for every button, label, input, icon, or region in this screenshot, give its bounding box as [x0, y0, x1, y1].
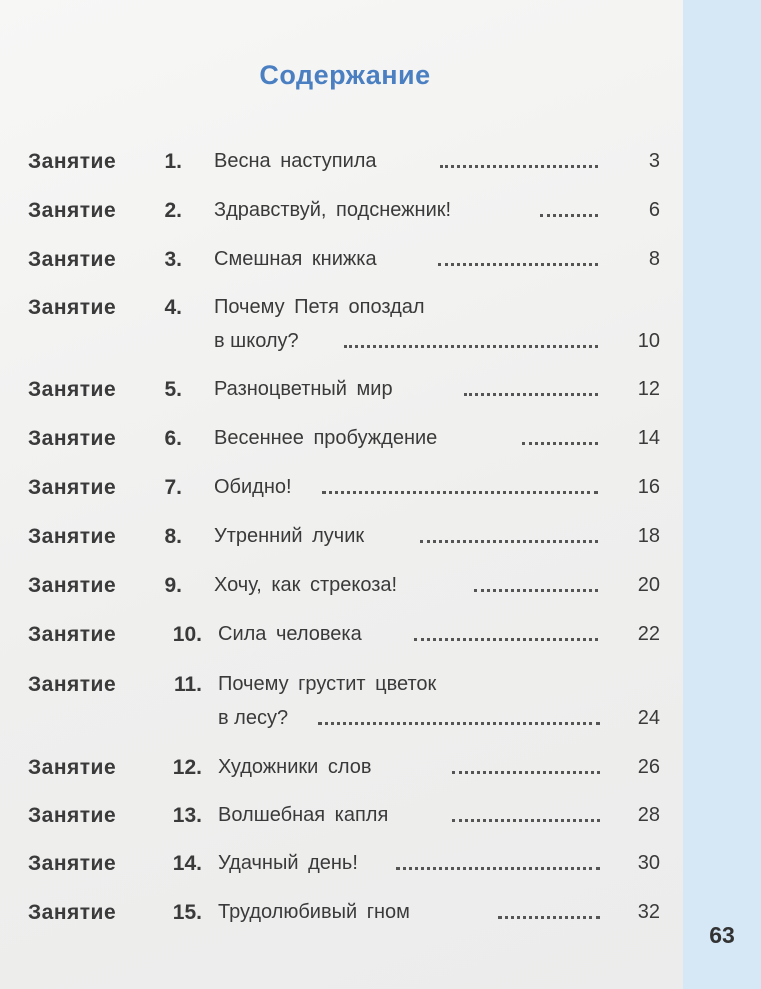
lesson-number: 3.: [164, 248, 182, 271]
lesson-title: Сила человека: [218, 623, 362, 645]
lesson-number: 6.: [164, 427, 182, 450]
lesson-title: Удачный день!: [218, 852, 358, 874]
lesson-label: Занятие: [28, 248, 117, 271]
page-reference: 28: [637, 804, 660, 826]
toc-entry-11[interactable]: [0, 673, 683, 729]
lesson-number: 14.: [172, 852, 202, 875]
lesson-number: 13.: [172, 804, 202, 827]
lesson-title: Утренний лучик: [214, 525, 365, 547]
lesson-label: Занятие: [28, 296, 117, 319]
page-number: 63: [709, 922, 735, 948]
dot-leader: [414, 637, 598, 641]
lesson-title-continued: в лесу?: [218, 707, 289, 729]
page-reference: 3: [648, 150, 660, 172]
page-reference: 22: [637, 623, 660, 645]
page-reference: 18: [637, 525, 660, 547]
page-reference: 6: [648, 199, 660, 221]
lesson-title: Почему Петя опоздал: [214, 296, 425, 318]
toc-title: Содержание: [259, 60, 431, 90]
lesson-number: 5.: [164, 378, 182, 401]
lesson-number: 1.: [164, 150, 182, 173]
lesson-title: Весна наступила: [214, 150, 377, 172]
toc-entry-12[interactable]: [0, 756, 683, 788]
lesson-title: Весеннее пробуждение: [214, 427, 438, 449]
page-reference: 8: [648, 248, 660, 270]
lesson-label: Занятие: [28, 378, 117, 401]
toc-entry-4[interactable]: [0, 296, 683, 352]
dot-leader: [540, 213, 598, 217]
lesson-number: 11.: [173, 673, 202, 696]
lesson-title: Хочу, как стрекоза!: [214, 574, 398, 596]
page-reference: 32: [637, 901, 660, 923]
page-reference: 16: [637, 476, 660, 498]
page-reference: 24: [637, 707, 660, 729]
dot-leader: [438, 262, 598, 266]
dot-leader: [474, 588, 598, 592]
lesson-label: Занятие: [28, 673, 117, 696]
lesson-label: Занятие: [28, 756, 117, 779]
dot-leader: [396, 866, 600, 870]
dot-leader: [452, 818, 600, 822]
page-reference: 30: [637, 852, 660, 874]
dot-leader: [452, 770, 600, 774]
toc-entry-5[interactable]: [0, 378, 683, 410]
toc-entry-8[interactable]: [0, 525, 683, 557]
lesson-number: 4.: [164, 296, 182, 319]
page-reference: 26: [637, 756, 660, 778]
lesson-label: Занятие: [28, 623, 117, 646]
lesson-label: Занятие: [28, 525, 117, 548]
lesson-number: 8.: [164, 525, 182, 548]
lesson-number: 10.: [172, 623, 202, 646]
toc-entry-1[interactable]: [0, 150, 683, 182]
lesson-title: Разноцветный мир: [214, 378, 393, 400]
lesson-title: Смешная книжка: [214, 248, 377, 270]
lesson-title: Здравствуй, подснежник!: [214, 199, 452, 221]
toc-entry-14[interactable]: [0, 852, 683, 884]
lesson-title: Обидно!: [214, 476, 292, 498]
toc-entry-9[interactable]: [0, 574, 683, 606]
toc-entry-10[interactable]: [0, 623, 683, 655]
lesson-label: Занятие: [28, 150, 117, 173]
page-reference: 20: [637, 574, 660, 596]
lesson-label: Занятие: [28, 199, 117, 222]
toc-entry-15[interactable]: [0, 901, 683, 933]
toc-entry-6[interactable]: [0, 427, 683, 459]
lesson-label: Занятие: [28, 574, 117, 597]
lesson-number: 15.: [172, 901, 202, 924]
dot-leader: [344, 344, 598, 348]
page-reference: 12: [637, 378, 660, 400]
lesson-number: 2.: [164, 199, 182, 222]
dot-leader: [498, 915, 600, 919]
lesson-label: Занятие: [28, 852, 117, 875]
lesson-label: Занятие: [28, 804, 117, 827]
dot-leader: [420, 539, 598, 543]
lesson-title: Почему грустит цветок: [218, 673, 437, 695]
lesson-number: 7.: [164, 476, 182, 499]
lesson-title: Художники слов: [218, 756, 372, 778]
lesson-number: 9.: [164, 574, 182, 597]
lesson-label: Занятие: [28, 427, 117, 450]
page-reference: 10: [637, 330, 660, 352]
page-reference: 14: [637, 427, 660, 449]
toc-entry-2[interactable]: [0, 199, 683, 231]
lesson-label: Занятие: [28, 901, 117, 924]
toc-entry-3[interactable]: [0, 248, 683, 280]
lesson-title: Трудолюбивый гном: [218, 901, 410, 923]
lesson-title: Волшебная капля: [218, 804, 389, 826]
toc-entry-13[interactable]: [0, 804, 683, 836]
lesson-number: 12.: [172, 756, 202, 779]
lesson-title-continued: в школу?: [214, 330, 299, 352]
lesson-label: Занятие: [28, 476, 117, 499]
page-margin-strip: [683, 0, 761, 989]
dot-leader: [318, 721, 600, 725]
toc-entry-7[interactable]: [0, 476, 683, 508]
dot-leader: [322, 490, 598, 494]
dot-leader: [464, 392, 598, 396]
dot-leader: [522, 441, 598, 445]
dot-leader: [440, 164, 598, 168]
